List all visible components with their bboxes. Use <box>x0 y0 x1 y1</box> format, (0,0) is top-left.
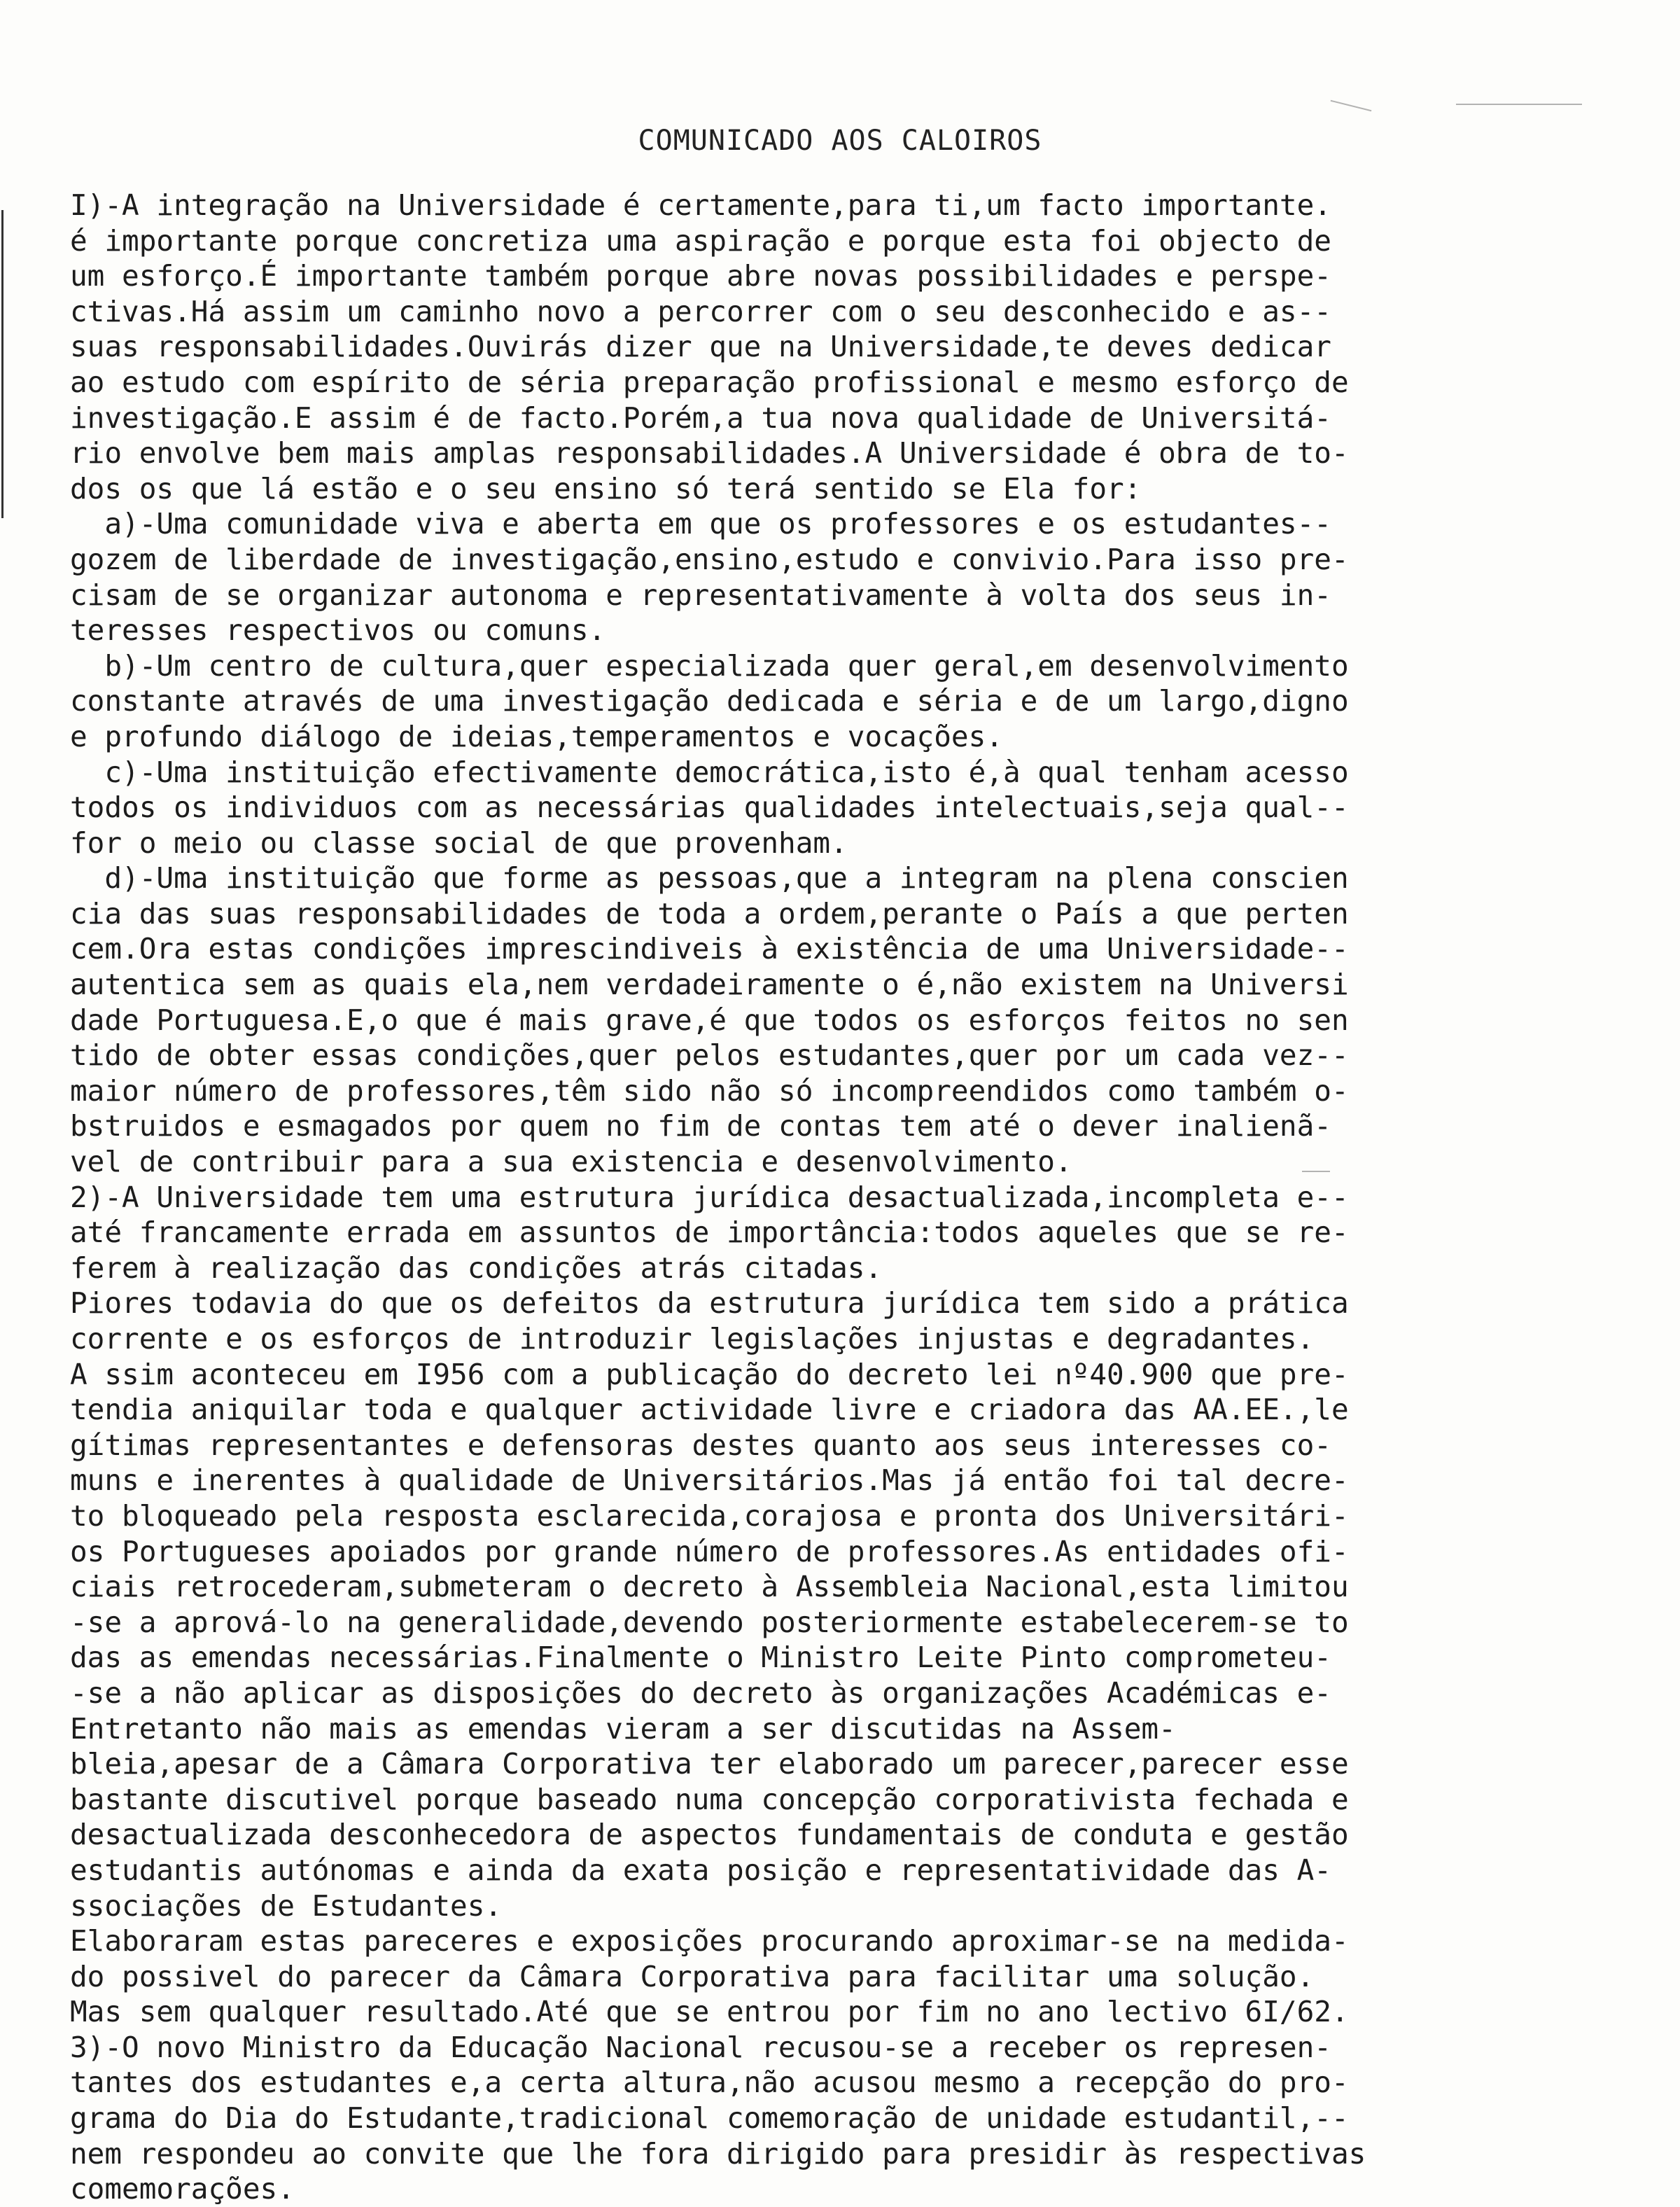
margin-line-mark <box>1 210 4 518</box>
text-line: 2)-A Universidade tem uma estrutura jurídica desactualizada,incompleta e-- <box>70 1180 1349 1214</box>
text-line: é importante porque concretiza uma aspiração e porque esta foi objecto de <box>70 223 1331 258</box>
text-line: investigação.E assim é de facto.Porém,a tua nova qualidade de Universitá- <box>70 401 1331 435</box>
text-line: cisam de se organizar autonoma e representativamente à volta dos seus in- <box>70 578 1331 612</box>
ink-smudge-top-right-2 <box>1456 104 1582 105</box>
text-line: 3)-O novo Ministro da Educação Nacional recusou-se a receber os represen- <box>70 2030 1331 2064</box>
text-line: autentica sem as quais ela,nem verdadeiramente o é,não existem na Universi <box>70 968 1349 1002</box>
text-line: gítimas representantes e defensoras destes quanto aos seus interesses co- <box>70 1428 1331 1462</box>
text-line: maior número de professores,têm sido não só incompreendidos como também o- <box>70 1073 1349 1108</box>
text-line: d)-Uma instituição que forme as pessoas,que a integram na plena conscien <box>70 861 1349 896</box>
text-line: estudantis autónomas e ainda da exata posição e representatividade das A- <box>70 1853 1331 1887</box>
text-line: Entretanto não mais as emendas vieram a ser discutidas na Assem- <box>70 1711 1176 1746</box>
ink-smudge-top-right <box>1331 100 1372 111</box>
text-line: -se a aprová-lo na generalidade,devendo posteriormente estabelecerem-se to <box>70 1605 1349 1639</box>
text-line: teresses respectivos ou comuns. <box>70 613 606 648</box>
text-line: corrente e os esforços de introduzir legislações injustas e degradantes. <box>70 1322 1315 1356</box>
text-line: os Portugueses apoiados por grande número de professores.As entidades ofi- <box>70 1534 1349 1568</box>
text-line: Elaboraram estas pareceres e exposições procurando aproximar-se na medida- <box>70 1924 1349 1958</box>
text-line: um esforço.É importante também porque abre novas possibilidades e perspe- <box>70 259 1331 293</box>
text-line: ao estudo com espírito de séria preparação profissional e mesmo esforço de <box>70 365 1349 399</box>
text-line: I)-A integração na Universidade é certamente,para ti,um facto importante. <box>70 188 1331 222</box>
text-line: gozem de liberdade de investigação,ensino,estudo e convivio.Para isso pre- <box>70 542 1349 576</box>
text-line: tendia aniquilar toda e qualquer actividade livre e criadora das AA.EE.,le <box>70 1393 1349 1427</box>
text-line: ctivas.Há assim um caminho novo a percorrer com o seu desconhecido e as-- <box>70 294 1331 328</box>
text-line: até francamente errada em assuntos de importância:todos aqueles que se re- <box>70 1216 1349 1250</box>
text-line: das as emendas necessárias.Finalmente o Ministro Leite Pinto comprometeu- <box>70 1641 1331 1675</box>
text-line: for o meio ou classe social de que provenham. <box>70 826 848 860</box>
text-line: to bloqueado pela resposta esclarecida,corajosa e pronta dos Universitári- <box>70 1498 1349 1533</box>
text-line: bleia,apesar de a Câmara Corporativa ter elaborado um parecer,parecer esse <box>70 1747 1349 1781</box>
text-line: c)-Uma instituição efectivamente democrática,isto é,à qual tenham acesso <box>70 755 1349 789</box>
text-line: ferem à realização das condições atrás citadas. <box>70 1251 883 1285</box>
text-line: dos os que lá estão e o seu ensino só terá sentido se Ela for: <box>70 471 1142 506</box>
text-line: Mas sem qualquer resultado.Até que se entrou por fim no ano lectivo 6I/62. <box>70 1995 1349 2029</box>
text-line: do possivel do parecer da Câmara Corporativa para facilitar uma solução. <box>70 1959 1315 1993</box>
text-line: nem respondeu ao convite que lhe fora dirigido para presidir às respectivas <box>70 2136 1366 2171</box>
text-line: rio envolve bem mais amplas responsabilidades.A Universidade é obra de to- <box>70 436 1349 471</box>
text-line: vel de contribuir para a sua existencia e desenvolvimento. <box>70 1145 1072 1179</box>
text-line: a)-Uma comunidade viva e aberta em que os professores e os estudantes-- <box>70 507 1331 541</box>
text-line: desactualizada desconhecedora de aspectos fundamentais de conduta e gestão <box>70 1818 1349 1852</box>
text-line: comemorações. <box>70 2172 295 2206</box>
text-line: constante através de uma investigação dedicada e séria e de um largo,digno <box>70 684 1349 718</box>
document-body <box>70 188 1617 2207</box>
text-line: b)-Um centro de cultura,quer especializada quer geral,em desenvolvimento <box>70 648 1349 683</box>
text-line: e profundo diálogo de ideias,temperamentos e vocações. <box>70 719 1003 753</box>
text-line: suas responsabilidades.Ouvirás dizer que na Universidade,te deves dedicar <box>70 330 1331 364</box>
text-line: tantes dos estudantes e,a certa altura,não acusou mesmo a recepção do pro- <box>70 2066 1349 2100</box>
text-line: dade Portuguesa.E,o que é mais grave,é que todos os esforços feitos no sen <box>70 1003 1349 1037</box>
text-line: muns e inerentes à qualidade de Universitários.Mas já então foi tal decre- <box>70 1463 1349 1498</box>
text-line: ssociações de Estudantes. <box>70 1888 503 1923</box>
text-line: Piores todavia do que os defeitos da estrutura jurídica tem sido a prática <box>70 1286 1349 1321</box>
text-line: grama do Dia do Estudante,tradicional comemoração de unidade estudantil,-- <box>70 2101 1349 2136</box>
text-line: ciais retrocederam,submeteram o decreto à Assembleia Nacional,esta limitou <box>70 1570 1349 1604</box>
text-line: bastante discutivel porque baseado numa concepção corporativista fechada e <box>70 1782 1349 1816</box>
text-line: cem.Ora estas condições imprescindiveis à existência de uma Universidade-- <box>70 932 1349 966</box>
text-line: bstruidos e esmagados por quem no fim de contas tem até o dever inalienã- <box>70 1109 1331 1143</box>
text-line: -se a não aplicar as disposições do decreto às organizações Académicas e- <box>70 1676 1331 1710</box>
text-line: A ssim aconteceu em I956 com a publicação do decreto lei nº40.900 que pre- <box>70 1357 1349 1391</box>
text-line: tido de obter essas condições,quer pelos estudantes,quer por um cada vez-- <box>70 1038 1349 1073</box>
text-line: todos os individuos com as necessárias qualidades intelectuais,seja qual-- <box>70 791 1349 825</box>
document-title: COMUNICADO AOS CALOIROS <box>638 125 1042 157</box>
text-line: cia das suas responsabilidades de toda a ordem,perante o País a que perten <box>70 896 1349 931</box>
